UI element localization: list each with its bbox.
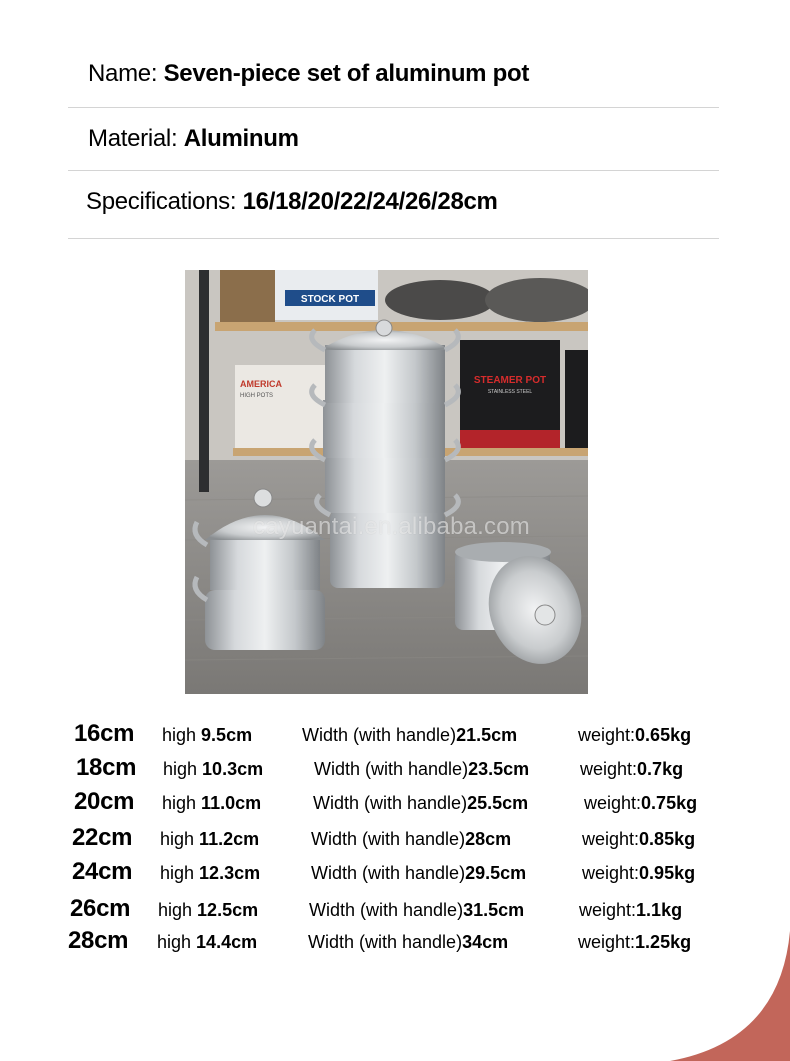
height-value: 12.5cm	[197, 900, 259, 920]
width-value: 29.5cm	[465, 863, 527, 883]
svg-text:STOCK POT: STOCK POT	[300, 294, 360, 305]
weight-cell	[578, 725, 691, 746]
weight-label: weight:	[582, 863, 640, 883]
spec-row	[0, 824, 790, 854]
product-name-label: Name:	[88, 60, 164, 87]
width-value: 28cm	[465, 829, 512, 849]
weight-value: 0.95kg	[639, 863, 696, 883]
height-cell	[162, 725, 252, 746]
weight-value: 0.65kg	[635, 725, 692, 745]
material-row	[68, 108, 719, 171]
width-label: Width (with handle)	[308, 932, 463, 952]
width-cell	[309, 900, 524, 921]
height-cell	[160, 863, 260, 884]
spec-row	[0, 788, 790, 818]
weight-cell	[582, 829, 695, 850]
width-value: 31.5cm	[463, 900, 525, 920]
weight-value: 0.7kg	[637, 759, 684, 779]
width-label: Width (with handle)	[314, 759, 469, 779]
size-value: 16cm	[74, 720, 135, 747]
weight-value: 1.25kg	[635, 932, 692, 952]
width-cell	[314, 759, 529, 780]
height-label: high	[158, 900, 198, 920]
size-value: 24cm	[72, 858, 133, 885]
weight-value: 0.75kg	[641, 793, 698, 813]
specifications-row	[68, 171, 719, 239]
weight-label: weight:	[579, 900, 637, 920]
height-label: high	[163, 759, 203, 779]
specifications-value: 16/18/20/22/24/26/28cm	[242, 188, 498, 215]
width-label: Width (with handle)	[313, 793, 468, 813]
height-cell	[162, 793, 261, 814]
height-value: 11.0cm	[201, 793, 262, 813]
weight-label: weight:	[578, 932, 636, 952]
weight-label: weight:	[582, 829, 640, 849]
height-value: 11.2cm	[199, 829, 260, 849]
width-value: 34cm	[462, 932, 509, 952]
height-value: 14.4cm	[196, 932, 258, 952]
weight-value: 0.85kg	[639, 829, 696, 849]
svg-text:HIGH POTS: HIGH POTS	[240, 393, 274, 399]
size-value: 22cm	[72, 824, 133, 851]
height-value: 12.3cm	[199, 863, 261, 883]
width-cell	[313, 793, 528, 814]
svg-text:STAINLESS STEEL: STAINLESS STEEL	[487, 389, 533, 395]
weight-cell	[582, 863, 695, 884]
height-cell	[160, 829, 259, 850]
height-value: 9.5cm	[201, 725, 253, 745]
size-value: 26cm	[70, 895, 131, 922]
watermark: cayuantai.en.alibaba.com	[253, 513, 530, 540]
width-value: 25.5cm	[467, 793, 529, 813]
pot-set-illustration	[185, 270, 588, 694]
height-cell	[158, 900, 258, 921]
width-label: Width (with handle)	[311, 863, 466, 883]
size-value: 20cm	[74, 788, 135, 815]
height-label: high	[160, 829, 200, 849]
product-name-row	[68, 40, 719, 108]
height-label: high	[157, 932, 197, 952]
height-cell	[163, 759, 263, 780]
height-cell	[157, 932, 257, 953]
width-label: Width (with handle)	[311, 829, 466, 849]
weight-label: weight:	[578, 725, 636, 745]
svg-text:STEAMER POT: STEAMER POT	[473, 375, 547, 386]
decorative-corner-shape	[640, 911, 790, 1061]
weight-label: weight:	[580, 759, 638, 779]
weight-cell	[584, 793, 697, 814]
weight-cell	[580, 759, 683, 780]
specifications-label: Specifications:	[86, 188, 243, 215]
weight-label: weight:	[584, 793, 642, 813]
material-label: Material:	[88, 125, 184, 152]
width-label: Width (with handle)	[302, 725, 457, 745]
material-value: Aluminum	[183, 125, 299, 152]
product-photo	[185, 270, 588, 694]
spec-row	[0, 858, 790, 888]
width-cell	[311, 863, 526, 884]
height-label: high	[162, 793, 202, 813]
width-cell	[311, 829, 511, 850]
size-value: 18cm	[76, 754, 137, 781]
width-value: 21.5cm	[456, 725, 518, 745]
size-value: 28cm	[68, 927, 129, 954]
width-cell	[302, 725, 517, 746]
spec-row	[0, 754, 790, 784]
height-label: high	[162, 725, 202, 745]
height-value: 10.3cm	[202, 759, 264, 779]
weight-value: 1.1kg	[636, 900, 683, 920]
product-name-value: Seven-piece set of aluminum pot	[163, 60, 530, 87]
width-value: 23.5cm	[468, 759, 530, 779]
width-label: Width (with handle)	[309, 900, 464, 920]
height-label: high	[160, 863, 200, 883]
spec-row	[0, 720, 790, 750]
svg-text:AMERICA: AMERICA	[240, 379, 282, 389]
width-cell	[308, 932, 508, 953]
